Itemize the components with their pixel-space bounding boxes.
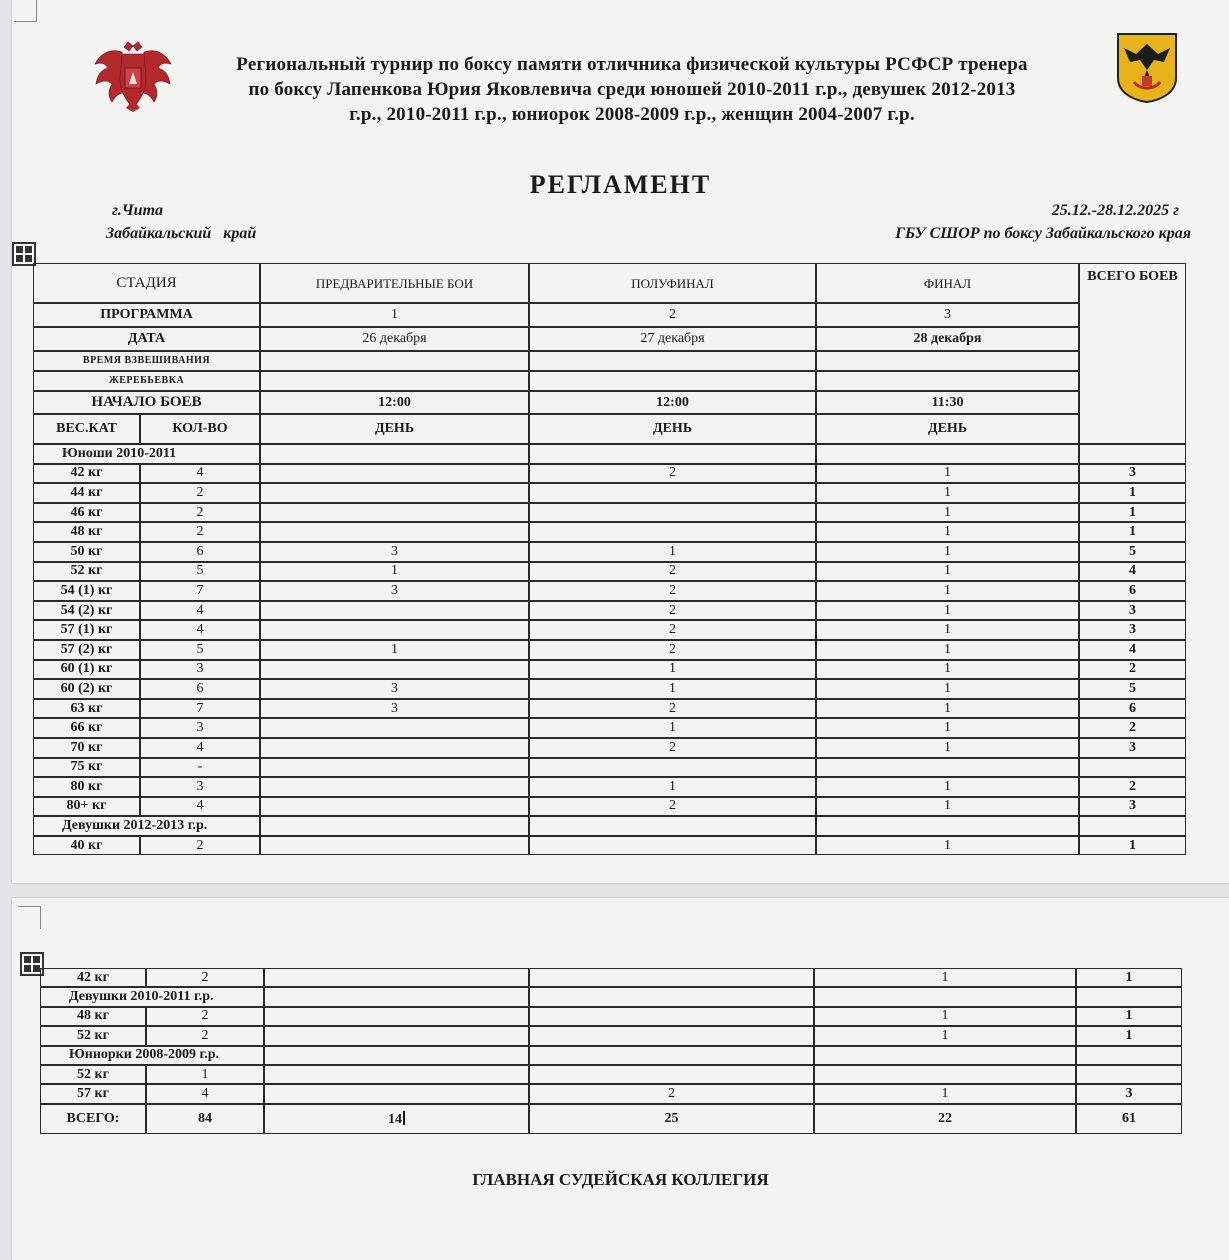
day-header: ДЕНЬ [529, 414, 816, 444]
weight-cell: 52 кг [33, 562, 140, 582]
weight-cell: 80 кг [33, 777, 140, 797]
total-cell: 1 [1079, 483, 1186, 503]
count-cell: 4 [140, 464, 260, 484]
preliminary-cell [260, 738, 529, 758]
preliminary-cell [260, 777, 529, 797]
table-row [33, 679, 1186, 699]
russian-emblem-icon [92, 38, 174, 114]
count-cell: - [140, 758, 260, 778]
date-label: ДАТА [33, 327, 260, 351]
total-cell: 3 [1079, 464, 1186, 484]
final-cell: 1 [816, 718, 1079, 738]
count-cell: 6 [140, 542, 260, 562]
total-cell: 6 [1079, 699, 1186, 719]
empty-cell [264, 987, 529, 1006]
final-cell: 1 [816, 836, 1079, 856]
weight-cell: 70 кг [33, 738, 140, 758]
count-cell: 1 [146, 1065, 264, 1084]
weigh-in-label: ВРЕМЯ ВЗВЕШИВАНИЯ [33, 351, 260, 371]
total-cell: 3 [1076, 1084, 1182, 1103]
semifinal-cell: 2 [529, 601, 816, 621]
semifinal-cell: 2 [529, 1084, 814, 1103]
count-cell: 7 [140, 699, 260, 719]
document-page-2 [12, 898, 1229, 1260]
final-cell: 1 [816, 738, 1079, 758]
count-cell: 3 [140, 718, 260, 738]
weight-cell: 48 кг [33, 522, 140, 542]
stage-label: СТАДИЯ [33, 263, 260, 303]
count-cell: 2 [146, 1026, 264, 1045]
preliminary-cell: 3 [260, 542, 529, 562]
semifinal-cell: 2 [529, 738, 816, 758]
count-cell: 5 [140, 640, 260, 660]
date-cell: 27 декабря [529, 327, 816, 351]
count-cell: 2 [146, 968, 264, 987]
total-cell: 1 [1079, 522, 1186, 542]
table-row [33, 699, 1186, 719]
weight-cell: 57 кг [40, 1084, 146, 1103]
weight-cell: 52 кг [40, 1065, 146, 1084]
count-cell: 5 [140, 562, 260, 582]
final-cell: 1 [816, 464, 1079, 484]
totals-preliminary: 14 [388, 1111, 402, 1127]
final-cell: 1 [816, 699, 1079, 719]
preliminary-cell: 1 [260, 640, 529, 660]
program-row [33, 303, 1186, 327]
schedule-table [33, 263, 1186, 855]
final-cell: 1 [816, 601, 1079, 621]
weight-cell: 48 кг [40, 1007, 146, 1026]
count-header: КОЛ-ВО [140, 414, 260, 444]
weigh-in-cell [529, 351, 816, 371]
total-cell: 5 [1079, 679, 1186, 699]
total-cell: 4 [1079, 640, 1186, 660]
section-label: Юниорки 2008-2009 г.р. [40, 1046, 264, 1065]
total-cell: 2 [1079, 660, 1186, 680]
count-cell: 2 [140, 522, 260, 542]
empty-cell [264, 1046, 529, 1065]
table-row [33, 620, 1186, 640]
table-row [33, 503, 1186, 523]
program-cell: 2 [529, 303, 816, 327]
preliminary-cell [260, 797, 529, 817]
totals-label: ВСЕГО: [66, 1110, 120, 1126]
section-row [40, 1046, 1182, 1065]
document-title-block [192, 52, 1072, 127]
weight-cell: 60 (1) кг [33, 660, 140, 680]
final-cell: 1 [816, 581, 1079, 601]
count-cell: 4 [140, 601, 260, 621]
final-cell [816, 758, 1079, 778]
count-cell: 3 [140, 777, 260, 797]
total-cell: 3 [1079, 738, 1186, 758]
totals-count: 84 [198, 1110, 212, 1126]
weight-cell: 44 кг [33, 483, 140, 503]
empty-cell [814, 987, 1076, 1006]
table-row [33, 718, 1186, 738]
weigh-in-row [33, 351, 1186, 371]
final-cell: 1 [814, 1084, 1076, 1103]
final-cell: 1 [816, 562, 1079, 582]
final-cell: 1 [816, 640, 1079, 660]
weight-cell: 54 (2) кг [33, 601, 140, 621]
table-row [33, 738, 1186, 758]
semifinal-cell: 1 [529, 718, 816, 738]
stage-semifinal: ПОЛУФИНАЛ [529, 263, 816, 303]
preliminary-cell [260, 836, 529, 856]
preliminary-cell [260, 464, 529, 484]
preliminary-cell [260, 503, 529, 523]
final-cell: 1 [814, 1026, 1076, 1045]
final-cell: 1 [816, 542, 1079, 562]
weight-cell: 50 кг [33, 542, 140, 562]
weight-cell: 40 кг [33, 836, 140, 856]
semifinal-cell: 2 [529, 581, 816, 601]
draw-row [33, 371, 1186, 391]
final-cell: 1 [816, 620, 1079, 640]
schedule-table-continued [40, 968, 1182, 1134]
table-row [40, 1007, 1182, 1026]
count-cell: 4 [140, 620, 260, 640]
weight-cell: 60 (2) кг [33, 679, 140, 699]
section-label: Юноши 2010-2011 [33, 444, 260, 464]
start-time-label: НАЧАЛО БОЕВ [33, 391, 260, 414]
total-cell [1079, 758, 1186, 778]
preliminary-cell [260, 522, 529, 542]
region-label: Забайкальский край [106, 225, 257, 242]
final-cell: 1 [816, 777, 1079, 797]
reglament-heading: РЕГЛАМЕНТ [529, 170, 712, 199]
table-row [33, 601, 1186, 621]
preliminary-cell [260, 718, 529, 738]
weight-cell: 54 (1) кг [33, 581, 140, 601]
total-cell: 1 [1079, 503, 1186, 523]
page-corner-mark [14, 0, 37, 22]
semifinal-cell [529, 483, 816, 503]
date-row [33, 327, 1186, 351]
page-corner-mark [18, 906, 41, 929]
preliminary-cell [260, 483, 529, 503]
totals-semifinal-cell [529, 1104, 814, 1134]
count-cell: 2 [146, 1007, 264, 1026]
semifinal-cell [529, 522, 816, 542]
table-row [33, 660, 1186, 680]
title-line: г.р., 2010-2011 г.р., юниорок 2008-2009 г.р., женщин 2004-2007 г.р. [349, 104, 915, 125]
program-cell: 1 [260, 303, 529, 327]
final-cell: 1 [816, 483, 1079, 503]
empty-cell [260, 444, 529, 464]
empty-cell [816, 816, 1079, 836]
semifinal-cell [529, 503, 816, 523]
preliminary-cell [264, 1007, 529, 1026]
semifinal-cell: 2 [529, 562, 816, 582]
empty-cell [529, 1046, 814, 1065]
table-row [33, 797, 1186, 817]
city-label: г.Чита [112, 202, 164, 219]
weight-cell: 57 (2) кг [33, 640, 140, 660]
table-row [33, 562, 1186, 582]
draw-label: ЖЕРЕБЬЕВКА [33, 371, 260, 391]
table-row [33, 777, 1186, 797]
draw-cell [260, 371, 529, 391]
semifinal-cell: 1 [529, 777, 816, 797]
table-row [33, 836, 1186, 856]
count-cell: 2 [140, 483, 260, 503]
total-cell: 4 [1079, 562, 1186, 582]
weight-cell: 57 (1) кг [33, 620, 140, 640]
semifinal-cell: 1 [529, 679, 816, 699]
day-header: ДЕНЬ [260, 414, 529, 444]
document-page-1 [12, 0, 1229, 883]
program-cell: 3 [816, 303, 1079, 327]
totals-all: 61 [1122, 1110, 1136, 1126]
count-cell: 2 [140, 836, 260, 856]
date-cell: 26 декабря [260, 327, 529, 351]
empty-cell [529, 816, 816, 836]
total-cell: 2 [1079, 718, 1186, 738]
section-row [40, 987, 1182, 1006]
semifinal-cell: 2 [529, 620, 816, 640]
empty-cell [1076, 987, 1182, 1006]
final-cell: 1 [814, 1007, 1076, 1026]
table-row [40, 968, 1182, 987]
semifinal-cell: 1 [529, 660, 816, 680]
table-row [33, 464, 1186, 484]
title-line: Региональный турнир по боксу памяти отличника физической культуры РСФСР тренера [236, 54, 1028, 75]
total-cell: 5 [1079, 542, 1186, 562]
semifinal-cell [529, 968, 814, 987]
draw-cell [816, 371, 1079, 391]
totals-count-cell [146, 1104, 264, 1134]
table-row [33, 522, 1186, 542]
totals-semifinal: 25 [664, 1110, 679, 1126]
empty-cell [1076, 1046, 1182, 1065]
section-label: Девушки 2010-2011 г.р. [40, 987, 264, 1006]
semifinal-cell: 2 [529, 699, 816, 719]
empty-cell [529, 444, 816, 464]
totals-final-cell [814, 1104, 1076, 1134]
totals-label-cell [40, 1104, 146, 1134]
start-time-cell: 11:30 [816, 391, 1079, 414]
total-cell: 3 [1079, 601, 1186, 621]
semifinal-cell [529, 1026, 814, 1045]
empty-cell [1079, 816, 1186, 836]
total-cell: 1 [1076, 1007, 1182, 1026]
semifinal-cell: 1 [529, 542, 816, 562]
weight-cell: 42 кг [40, 968, 146, 987]
section-row [33, 816, 1186, 836]
draw-cell [529, 371, 816, 391]
final-cell: 1 [814, 968, 1076, 987]
total-cell: 1 [1076, 968, 1182, 987]
preliminary-cell: 1 [260, 562, 529, 582]
final-cell: 1 [816, 679, 1079, 699]
column-header-row [33, 414, 1186, 444]
semifinal-cell [529, 836, 816, 856]
final-cell: 1 [816, 797, 1079, 817]
table-row [40, 1084, 1182, 1103]
stage-header-row [33, 263, 1186, 303]
semifinal-cell [529, 1065, 814, 1084]
preliminary-cell [260, 620, 529, 640]
total-cell [1076, 1065, 1182, 1084]
table-row [33, 758, 1186, 778]
count-cell: 4 [140, 738, 260, 758]
weight-cell: 63 кг [33, 699, 140, 719]
semifinal-cell: 2 [529, 464, 816, 484]
table-row [33, 483, 1186, 503]
preliminary-cell: 3 [260, 679, 529, 699]
weight-category-header: ВЕС.КАТ [33, 414, 140, 444]
start-time-cell: 12:00 [260, 391, 529, 414]
preliminary-cell [264, 968, 529, 987]
weigh-in-cell [260, 351, 529, 371]
text-cursor [403, 1111, 405, 1125]
count-cell: 4 [140, 797, 260, 817]
totals-preliminary-cell [264, 1104, 529, 1134]
table-row [40, 1026, 1182, 1045]
empty-cell [529, 987, 814, 1006]
section-row [33, 444, 1186, 464]
totals-all-cell [1076, 1104, 1182, 1134]
empty-cell [816, 444, 1079, 464]
preliminary-cell [260, 601, 529, 621]
total-cell: 1 [1076, 1026, 1182, 1045]
empty-cell [1079, 444, 1186, 464]
total-cell: 2 [1079, 777, 1186, 797]
total-cell: 6 [1079, 581, 1186, 601]
zabaikalsky-crest-icon [1116, 32, 1178, 104]
empty-cell [260, 816, 529, 836]
final-cell [814, 1065, 1076, 1084]
weight-cell: 66 кг [33, 718, 140, 738]
empty-cell [814, 1046, 1076, 1065]
stage-preliminary: ПРЕДВАРИТЕЛЬНЫЕ БОИ [260, 263, 529, 303]
start-time-cell: 12:00 [529, 391, 816, 414]
table-row [40, 1065, 1182, 1084]
title-line: по боксу Лапенкова Юрия Яковлевича среди юношей 2010-2011 г.р., девушек 2012-2013 [248, 79, 1016, 100]
preliminary-cell [264, 1026, 529, 1045]
total-cell: 3 [1079, 797, 1186, 817]
total-cell: 1 [1079, 836, 1186, 856]
count-cell: 3 [140, 660, 260, 680]
dates-label: 25.12.-28.12.2025 г [1051, 202, 1179, 219]
total-bouts-header: ВСЕГО БОЕВ [1079, 263, 1186, 444]
date-cell: 28 декабря [816, 327, 1079, 351]
count-cell: 2 [140, 503, 260, 523]
preliminary-cell: 3 [260, 699, 529, 719]
preliminary-cell [260, 758, 529, 778]
weight-cell: 46 кг [33, 503, 140, 523]
program-label: ПРОГРАММА [33, 303, 260, 327]
chief-judges-panel-label: ГЛАВНАЯ СУДЕЙСКАЯ КОЛЛЕГИЯ [472, 1170, 769, 1189]
weight-cell: 80+ кг [33, 797, 140, 817]
semifinal-cell [529, 758, 816, 778]
totals-row [40, 1104, 1182, 1134]
final-cell: 1 [816, 522, 1079, 542]
preliminary-cell [264, 1065, 529, 1084]
final-cell: 1 [816, 660, 1079, 680]
start-time-row [33, 391, 1186, 414]
table-row [33, 542, 1186, 562]
section-label: Девушки 2012-2013 г.р. [33, 816, 260, 836]
weigh-in-cell [816, 351, 1079, 371]
total-cell: 3 [1079, 620, 1186, 640]
day-header: ДЕНЬ [816, 414, 1079, 444]
final-cell: 1 [816, 503, 1079, 523]
table-row [33, 581, 1186, 601]
semifinal-cell: 2 [529, 797, 816, 817]
preliminary-cell: 3 [260, 581, 529, 601]
count-cell: 4 [146, 1084, 264, 1103]
count-cell: 7 [140, 581, 260, 601]
semifinal-cell: 2 [529, 640, 816, 660]
stage-final: ФИНАЛ [816, 263, 1079, 303]
organizer-label: ГБУ СШОР по боксу Забайкальского края [895, 225, 1191, 242]
weight-cell: 42 кг [33, 464, 140, 484]
totals-final: 22 [938, 1110, 952, 1126]
preliminary-cell [264, 1084, 529, 1103]
preliminary-cell [260, 660, 529, 680]
semifinal-cell [529, 1007, 814, 1026]
weight-cell: 52 кг [40, 1026, 146, 1045]
weight-cell: 75 кг [33, 758, 140, 778]
table-row [33, 640, 1186, 660]
count-cell: 6 [140, 679, 260, 699]
